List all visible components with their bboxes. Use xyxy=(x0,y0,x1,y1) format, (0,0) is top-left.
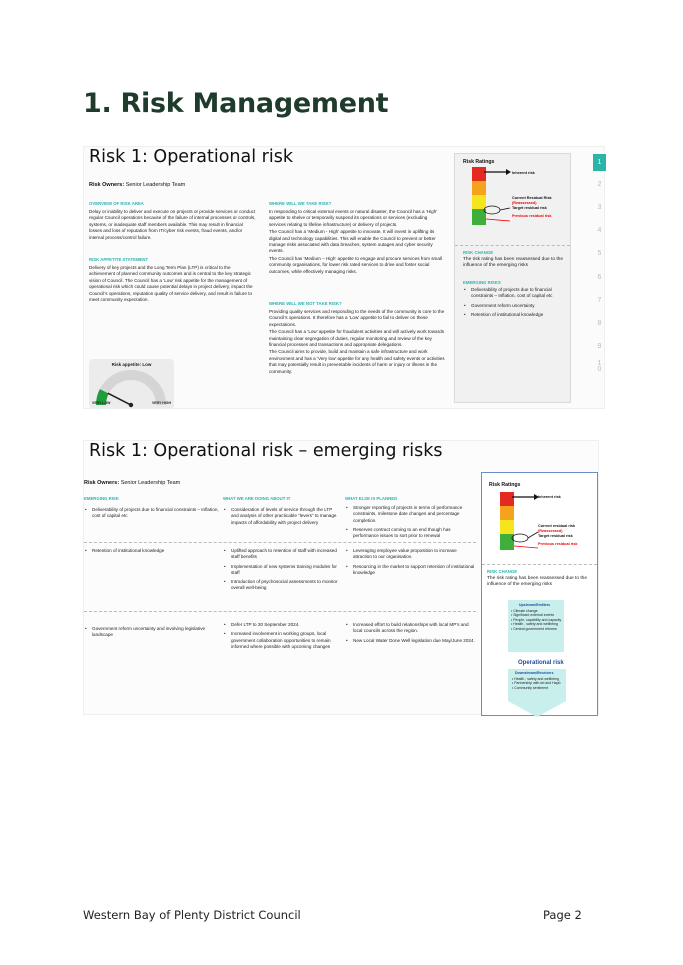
footer-organisation: Western Bay of Plenty District Council xyxy=(83,908,301,922)
page-nav-item[interactable]: 8 xyxy=(597,320,602,327)
risk-ratings-title: Risk Ratings xyxy=(489,482,521,488)
gauge-max-label: VERY HIGH xyxy=(151,401,171,405)
previous-residual-label: Previous residual risk xyxy=(538,542,578,546)
list-item: • Increased effort to build relationships with local MP’s and local councils across the region. xyxy=(345,622,475,635)
page-nav-item[interactable]: 4 xyxy=(597,227,602,234)
operational-risk-label: Operational risk xyxy=(518,660,564,666)
overview-heading: OVERVIEW OF RISK AREA xyxy=(89,201,144,206)
list-item: • Consideration of levels of service through the LTP and analysis of other practicable “levers” to manage impacts of affordability with project delivery xyxy=(223,507,341,526)
current-residual-label: Current residual risk xyxy=(538,524,576,528)
list-item: • Introduction of psychosocial assessments to monitor overall well-being xyxy=(223,579,341,592)
emerging-risk-cell: • Deliverability of projects due to financial constraints – Inflation, cost of capital etc xyxy=(84,507,220,520)
risk-change-heading: RISK CHANGE xyxy=(463,250,494,255)
page-nav-item[interactable]: 3 xyxy=(597,204,602,211)
slide-title: Risk 1: Operational risk – emerging risks xyxy=(89,441,443,461)
planned-cell xyxy=(345,505,475,542)
planned-cell xyxy=(345,548,475,579)
table-row xyxy=(84,507,220,523)
rating-arrows-icon xyxy=(482,166,512,226)
upstream-list: • Climate change • Significant external events • People, capability and capacity • Health , safety and wellbeing • Central government reforms xyxy=(511,609,562,631)
row-divider xyxy=(84,611,476,612)
risk-change-heading: RISK CHANGE xyxy=(487,569,518,574)
target-residual-label: Target residual risk xyxy=(512,206,547,210)
divider xyxy=(455,245,570,246)
emerging-risk-cell: • Retention of institutional knowledge xyxy=(84,548,220,554)
current-residual-label: Current Residual Risk xyxy=(512,196,552,200)
page-heading: 1. Risk Management xyxy=(83,88,389,119)
reassessed-label: (Reassessed) xyxy=(512,201,537,205)
gauge-title: Risk appetite: Low xyxy=(111,362,152,367)
col-header-doing: WHAT WE ARE DOING ABOUT IT xyxy=(223,496,291,501)
downstream-title: Downstream/Receivers xyxy=(515,671,554,675)
list-item: • Stronger reporting of projects in terms of performance constraints, milestone date changes and percentage completion. xyxy=(345,505,475,524)
risk-appetite-gauge xyxy=(89,359,174,409)
risk-change-text: The risk rating has been reassessed due to the influence of the emerging risks xyxy=(463,257,563,269)
downstream-list: • Health , safety and wellbeing • Partnership with iwi and Hapū • Community sentiment xyxy=(512,677,561,690)
col-header-planned: WHAT ELSE IS PLANNED xyxy=(345,496,398,501)
overview-text: Delay or inability to deliver and execute on projects or provide services or conduct regular Council operations because of the failure of internal processes or controls, systems, or inadequate staff members available. This may result in financial losses and loss of reputation from IT/cyber risk events, fraud events, and/or internal process/control failure. xyxy=(89,209,256,240)
risk-change-text: The risk rating has been reassessed due to the influence of the emerging risks xyxy=(487,576,587,588)
row-divider xyxy=(84,542,476,543)
list-item: • Increased involvement in working groups, local government collaboration opportunities to remain informed where possible with upcoming changes xyxy=(223,631,341,650)
page-nav-item[interactable]: 6 xyxy=(597,274,602,281)
target-residual-label: Target residual risk xyxy=(538,534,573,538)
page-nav-item[interactable]: 5 xyxy=(597,250,602,257)
doing-cell xyxy=(223,507,341,529)
planned-cell xyxy=(345,622,475,647)
doing-cell xyxy=(223,622,341,653)
divider xyxy=(482,564,597,565)
take-risk-heading: WHERE WILL WE TAKE RISK? xyxy=(269,201,332,206)
slide-emerging-risks xyxy=(83,440,599,715)
list-item: • Retention of institutional knowledge xyxy=(463,312,568,318)
list-item: • New Local Water Done Well legislation due May/June 2024. xyxy=(345,638,475,644)
not-take-risk-text: Providing quality services and responding to the needs of the community is core to the Council’s operations. It therefore has a ‘Low’ appetite to fail to deliver on these expectations. The Council has a ‘Low’ appetite for fraudulent activities and will actively work towards maintaining clear segregation of duties, regular monitoring and review of the key financial processes and transactions and appropriate delegations. The Council aims to provide, build and maintain a safe infrastructure and work environment and has a ‘Very low’ appetite for any health and safety events or activities that may potentially result in preventable incidents of harm or injury or illness in the community. xyxy=(269,309,445,374)
not-take-risk-heading: WHERE WILL WE NOT TAKE RISK? xyxy=(269,301,342,306)
slide-title: Risk 1: Operational risk xyxy=(89,147,293,167)
take-risk-text: In responding to critical external events or natural disaster, the Council has a ‘High’ appetite to shelve or temporarily suspend its operations or services (excluding services relating to lifeline infrastructure) or delivery of projects. The Council has a ‘Medium - High’ appetite to innovate. It will invest in uplifting its digital and technology capabilities. This will enable the Council to prevent or better manage risks associated with data breaches, system outages and cyber security events. The Council has ‘Medium – High’ appetite to engage and procure services from small community organisations, for lower risk rated services to drive and foster social outcomes, while effectively managing risks. xyxy=(269,209,442,274)
list-item: • Government reform uncertainty xyxy=(463,303,568,309)
upstream-title: Upstream/Emitters xyxy=(519,603,551,607)
list-item: • Deliverability of projects due to financial constraints – Inflation, cost of capital etc xyxy=(463,287,568,300)
appetite-heading: RISK APPETITE STATEMENT xyxy=(89,257,149,262)
list-item: • Reserves contract coming to an end though has performance issues to sort prior to renewal xyxy=(345,527,475,540)
col-header-risk: EMERGING RISK xyxy=(84,496,119,501)
page-nav-item[interactable]: 1 xyxy=(593,154,606,171)
list-item: • Leveraging employee value proposition to increase attraction to our organisation. xyxy=(345,548,475,561)
page-nav-item[interactable]: 7 xyxy=(597,297,602,304)
risk-ratings-panel xyxy=(454,153,571,403)
page-nav-item[interactable]: 2 xyxy=(597,181,602,188)
footer-page-number: Page 2 xyxy=(543,908,582,922)
emerging-risks-list xyxy=(463,287,568,321)
appetite-text: Delivery of key projects and the Long Term Plan (LTP) is critical to the achievement of planned community outcomes and is central to the key strategic vision of Council. The Council has a ‘Low’ risk appetite for the management of operational risk which could cause potential delays in project delivery, impact the Council’s operations, reputation quality of service delivery, and result in failure to meet community expectation. xyxy=(89,265,253,303)
gauge-min-label: VERY LOW xyxy=(92,401,111,405)
doing-cell xyxy=(223,548,341,595)
risk-ratings-title: Risk Ratings xyxy=(463,159,495,165)
list-item: • Defer LTP to 30 September 2024. xyxy=(223,622,341,628)
list-item: • Uplifted approach to retention of staff with increased staff benefits xyxy=(223,548,341,561)
risk-owners: Risk Owners: Senior Leadership Team xyxy=(84,480,181,486)
emerging-risks-heading: EMERGING RISKS xyxy=(463,280,501,285)
inherent-risk-label: Inherent risk xyxy=(512,171,535,175)
risk-owners: Risk Owners: Senior Leadership Team xyxy=(89,182,186,188)
slide-operational-risk xyxy=(83,146,605,409)
list-item: • Resourcing in the market to support retention of institutional knowledge xyxy=(345,564,475,577)
previous-residual-label: Previous residual risk xyxy=(512,214,552,218)
table-row xyxy=(84,548,220,557)
table-row xyxy=(84,626,220,642)
rating-arrows-icon xyxy=(510,492,540,552)
page-nav-item[interactable]: 9 xyxy=(597,343,602,350)
page-nav-item[interactable]: 1 0 xyxy=(597,360,602,373)
list-item: • Implementation of new systems training modules for staff xyxy=(223,564,341,577)
emerging-risk-cell: • Government reform uncertainty and involving legislative landscape xyxy=(84,626,220,639)
inherent-risk-label: Inherent risk xyxy=(538,495,561,499)
risk-ratings-panel xyxy=(481,472,598,716)
reassessed-label: (Reassessed) xyxy=(538,529,563,533)
